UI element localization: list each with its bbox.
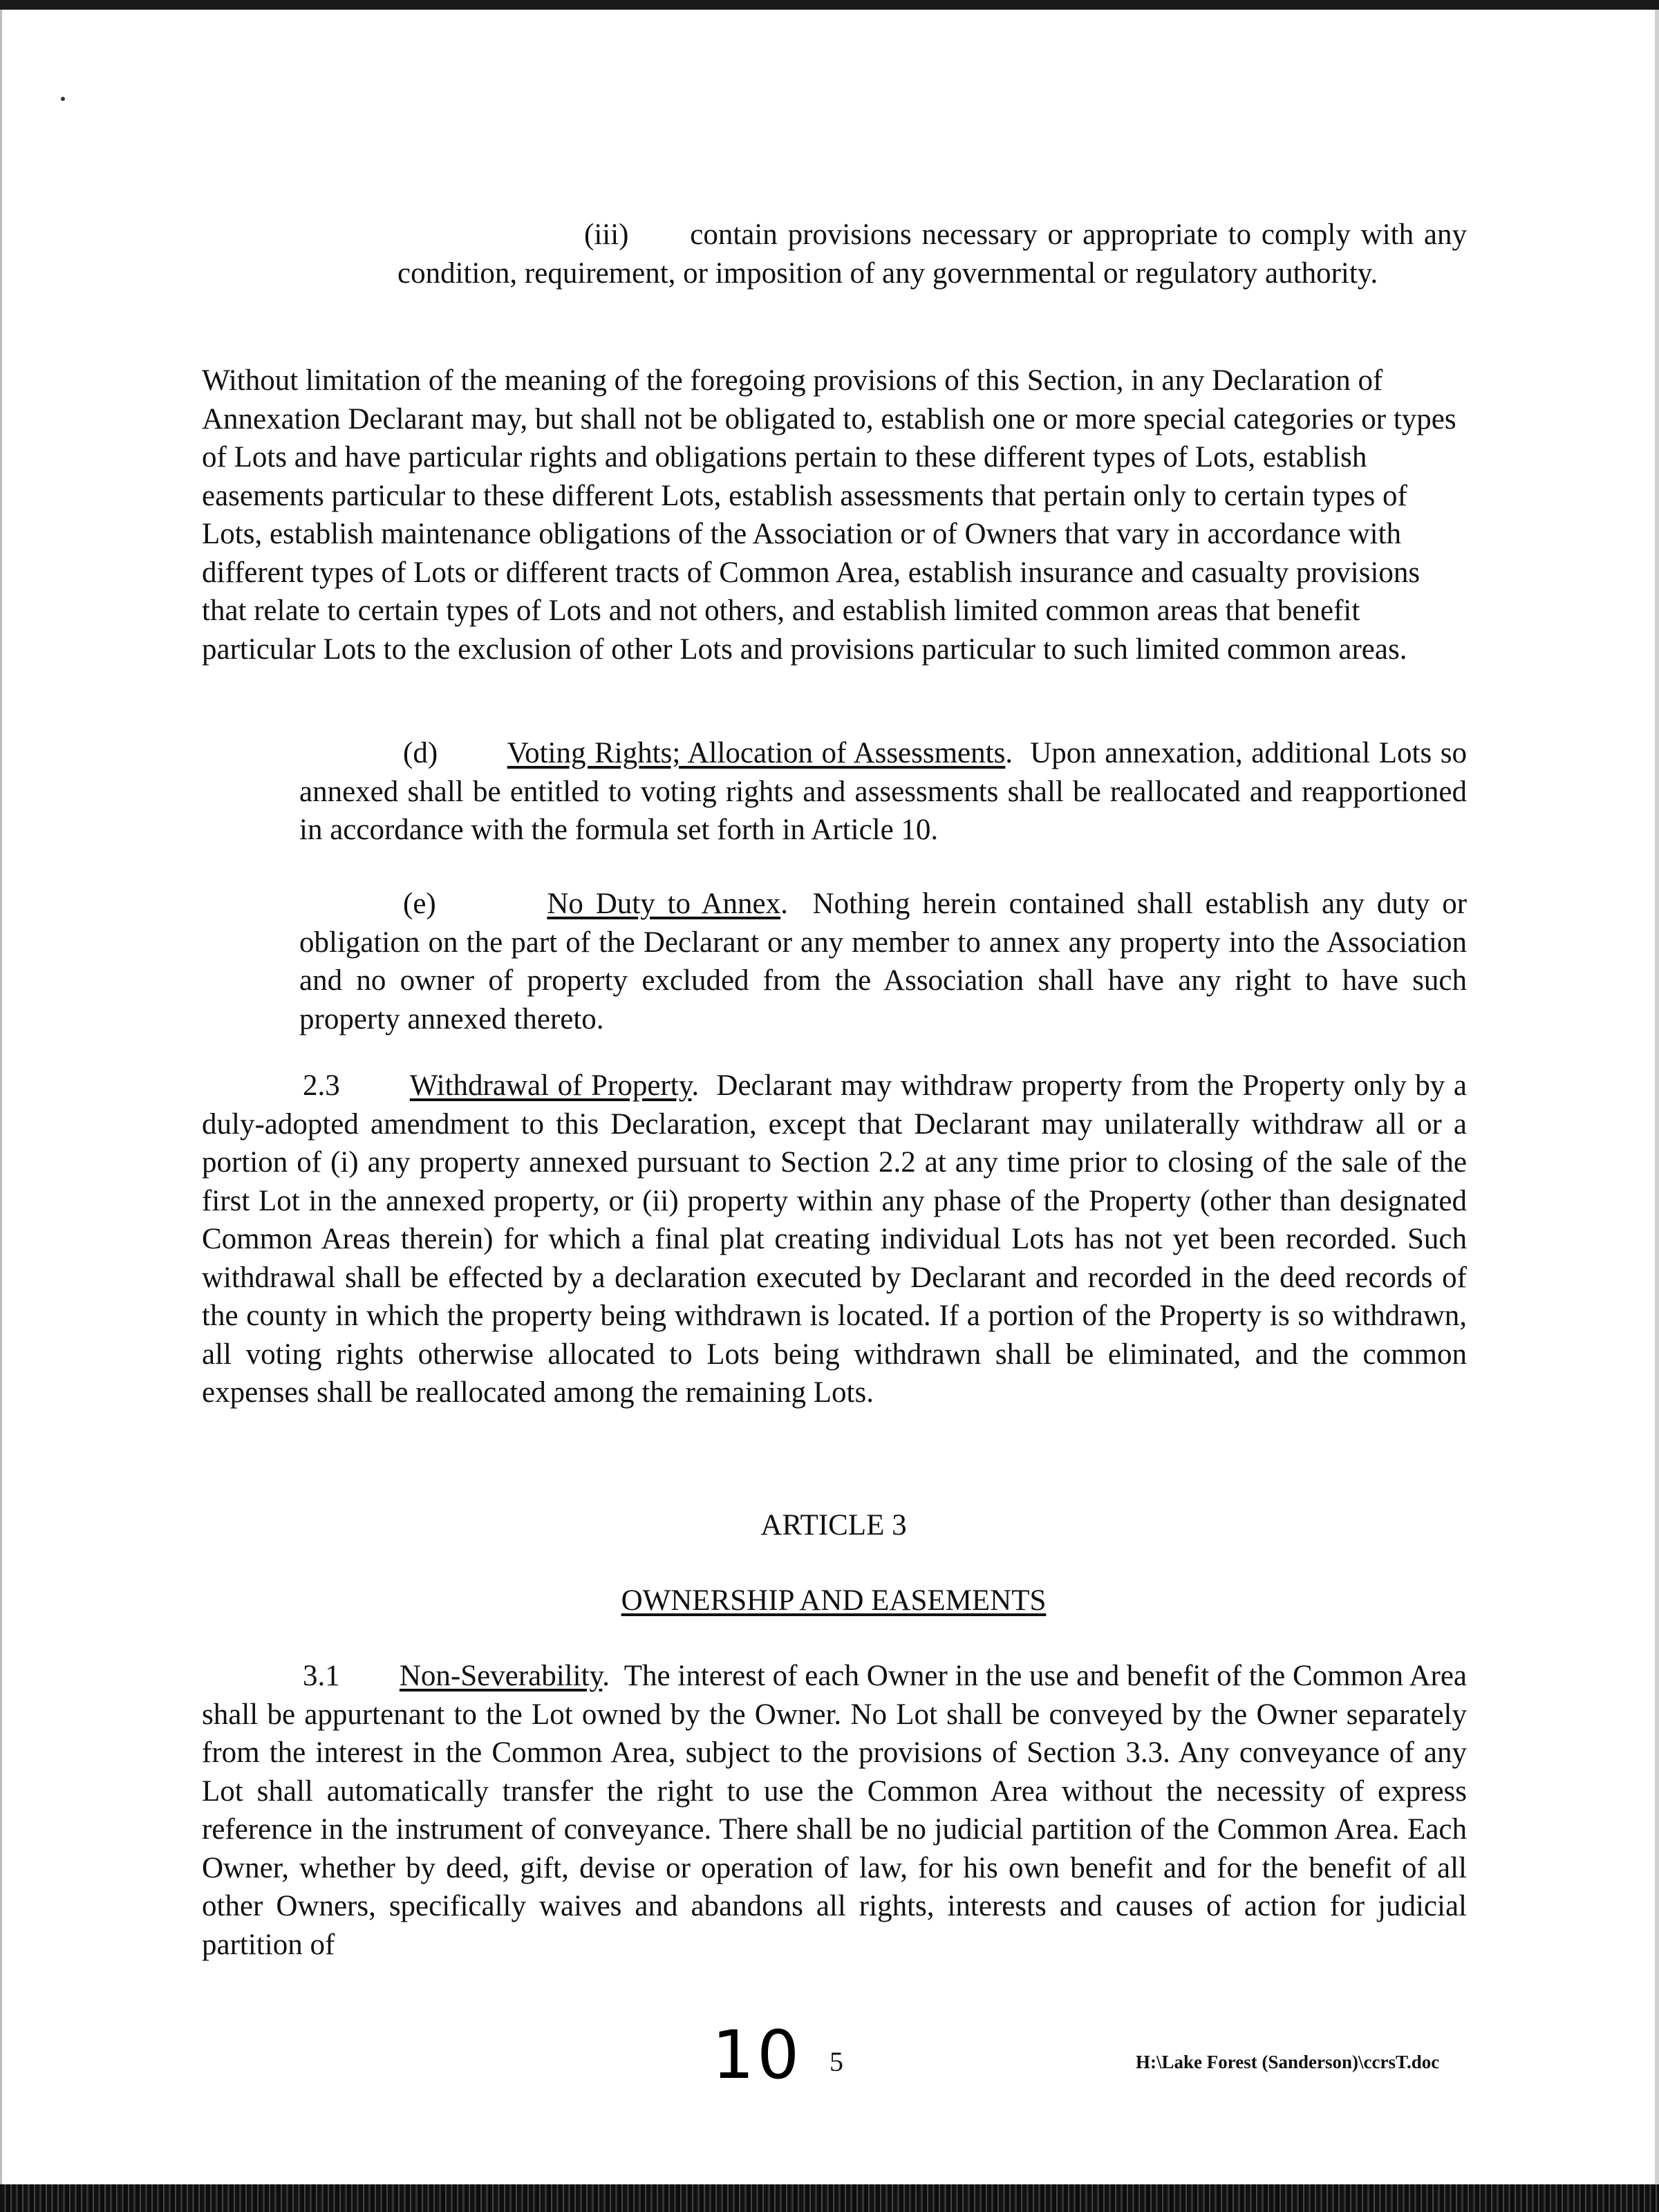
section-3-1: 3.1 Non-Severability. The interest of each Owner in the use and benefit of the Common Area shall be appurtenant to the Lot owned by the Owner. No Lot shall be conveyed by the Owner separately from the interest in the Common Area, subject to the provisions of Section 3.3. Any conveyance of any Lot shall automatically transfer the right to use the Common Area without the necessity of express reference in the instrument of conveyance. There shall be no judicial partition of the Common Area. Each Owner, whether by deed, gift, devise or operation of law, for his own benefit and for the benefit of all other Owners, specifically waives and abandons all rights, interests and causes of action for judicial partition of xyxy=(202,1660,1467,1961)
paragraph-d-title: Voting Rights; Allocation of Assessments xyxy=(507,737,1006,769)
section-2-3-title: Withdrawal of Property xyxy=(409,1069,692,1102)
paragraph-d-label: (d) xyxy=(403,737,438,769)
paragraph-e-label: (e) xyxy=(403,888,436,920)
section-2-3: 2.3 Withdrawal of Property. Declarant may withdraw property from the Property only by a duly-adopted amendment to this Declaration, except that Declarant may unilaterally withdraw all or a portion of (i) any property annexed pursuant to Section 2.2 at any time prior to closing of the sale of the first Lot in the annexed property, or (ii) property within any phase of the Property (other than designated Common Areas therein) for which a final plat creating individual Lots has not yet been recorded. Such withdrawal shall be effected by a declaration executed by Declarant and recorded in the deed records of the county in which the property being withdrawn is located. If a portion of the Property is so withdrawn, all voting rights otherwise allocated to Lots being withdrawn shall be eliminated, and the common expenses shall be reallocated among the remaining Lots. xyxy=(202,1069,1468,1409)
file-path: H:\Lake Forest (Sanderson)\ccrsT.doc xyxy=(1136,2052,1440,2072)
page-number: 5 xyxy=(830,2046,843,2077)
section-2-3-text: Declarant may withdraw property from the Property only by a duly-adopted amendment to this Declaration, except that Declarant may unilaterally withdraw all or a portion of (i) any property annexed pursuant to Section 2.2 at any time prior to closing of the sale of the first Lot in the annexed property, or (ii) property within any phase of the Property (other than designated Common Areas therein) for which a final plat creating individual Lots has not yet been recorded. Such withdrawal shall be effected by a declaration executed by Declarant and recorded in the deed records of the county in which the property being withdrawn is located. If a portion of the Property is so withdrawn, all voting rights otherwise allocated to Lots being withdrawn shall be eliminated, and the common expenses shall be reallocated among the remaining Lots. xyxy=(202,1069,1468,1409)
paragraph-iii-text: contain provisions necessary or appropriate to comply with any condition, requirement, or imposition of any governmental or regulatory authority. xyxy=(397,218,1467,290)
section-3-1-number: 3.1 xyxy=(303,1660,340,1692)
paragraph-e-title: No Duty to Annex xyxy=(547,888,781,920)
paragraph-iii-label: (iii) xyxy=(584,218,629,251)
paragraph-without-limitation: Without limitation of the meaning of the foregoing provisions of this Section, in any Declaration of Annexation Declarant may, but shall not be obligated to, establish one or more special categories or types of Lots and have particular rights and obligations pertain to these different types of Lots, establish easements particular to these different Lots, establish assessments that pertain only to certain types of Lots, establish maintenance obligations of the Association or of Owners that vary in accordance with different types of Lots or different tracts of Common Area, establish insurance and casualty provisions that relate to certain types of Lots and not others, and establish limited common areas that benefit particular Lots to the exclusion of other Lots and provisions particular to such limited common areas. xyxy=(202,364,1456,666)
paragraph-d: (d) Voting Rights; Allocation of Assessments. Upon annexation, additional Lots so annexed shall be entitled to voting rights and assessments shall be reallocated and reapportioned in accordance with the formula set forth in Article 10. xyxy=(299,737,1467,846)
article-heading: ARTICLE 3 xyxy=(760,1509,907,1541)
paragraph-e: (e) No Duty to Annex. Nothing herein contained shall establish any duty or obligation on the part of the Declarant or any member to annex any property into the Association and no owner of property excluded from the Association shall have any right to have such property annexed thereto. xyxy=(299,888,1468,1035)
section-2-3-number: 2.3 xyxy=(303,1069,340,1102)
handwritten-page-number: 10 xyxy=(712,2016,803,2094)
article-title xyxy=(200,1584,1467,1618)
article-title-text: OWNERSHIP AND EASEMENTS xyxy=(621,1584,1047,1617)
paragraph-e-text: Nothing herein contained shall establish any duty or obligation on the part of the Declarant or any member to annex any property into the Association and no owner of property excluded from the Association shall have any right to have such property annexed thereto. xyxy=(299,888,1468,1035)
paragraph-iii xyxy=(397,216,1467,292)
section-3-1-title: Non-Severability xyxy=(399,1660,603,1692)
section-3-1-text: The interest of each Owner in the use and benefit of the Common Area shall be appurtenant to the Lot owned by the Owner. No Lot shall be conveyed by the Owner separately from the interest in the Common Area, subject to the provisions of Section 3.3. Any conveyance of any Lot shall automatically transfer the right to use the Common Area without the necessity of express reference in the instrument of conveyance. There shall be no judicial partition of the Common Area. Each Owner, whether by deed, gift, devise or operation of law, for his own benefit and for the benefit of all other Owners, specifically waives and abandons all rights, interests and causes of action for judicial partition of xyxy=(202,1660,1467,1961)
paragraph-d-text: Upon annexation, additional Lots so annexed shall be entitled to voting rights and assessments shall be reallocated and reapportioned in accordance with the formula set forth in Article 10. xyxy=(299,737,1467,846)
